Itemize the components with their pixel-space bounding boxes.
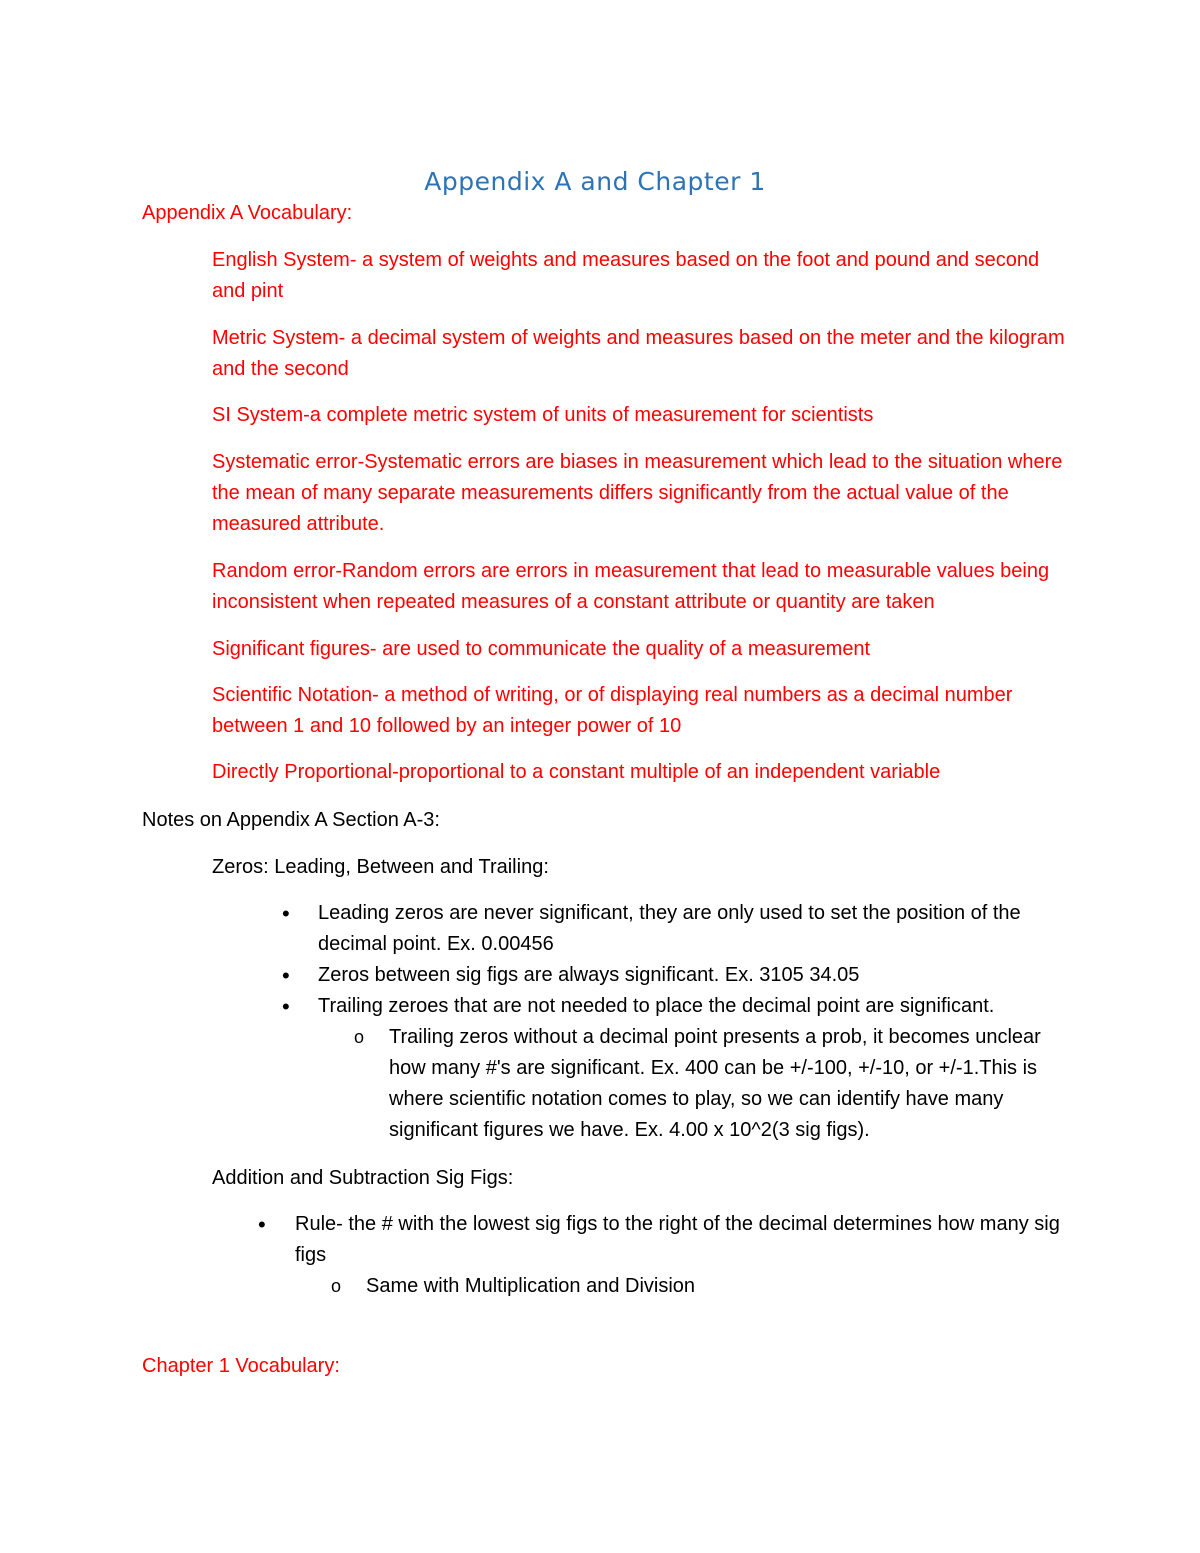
chapter-vocab-heading: Chapter 1 Vocabulary: (142, 1355, 340, 1377)
vocab-entry-metric-system: Metric System- a decimal system of weights and measures based on the meter and the kilogram and the second (212, 327, 1065, 380)
vocab-entry-random-error: Random error-Random errors are errors in measurement that lead to measurable values being inconsistent when repeated measures of a constant attribute or quantity are taken (212, 560, 1050, 613)
appendix-vocab-heading: Appendix A Vocabulary: (142, 202, 353, 224)
zeros-bullet-between: Zeros between sig figs are always significant. Ex. 3105 34.05 (318, 964, 860, 986)
zeros-bullet-trailing: Trailing zeroes that are not needed to place the decimal point are significant. (318, 995, 995, 1017)
vocab-entry-directly-proportional: Directly Proportional-proportional to a constant multiple of an independent variable (212, 761, 941, 783)
sub-bullet-icon: o (354, 1027, 365, 1047)
bullet-icon: • (258, 1212, 266, 1237)
addsub-heading: Addition and Subtraction Sig Figs: (212, 1167, 514, 1189)
sub-bullet-icon: o (331, 1276, 342, 1296)
vocab-entry-systematic-error: Systematic error-Systematic errors are biases in measurement which lead to the situation where the mean of many separate measurements differs significantly from the actual value of the measured attribute. (212, 451, 1063, 535)
addsub-sub-bullet-multiplication: Same with Multiplication and Division (366, 1275, 696, 1297)
addsub-bullet-rule: Rule- the # with the lowest sig figs to the right of the decimal determines how many sig figs (295, 1213, 1060, 1266)
zeros-heading: Zeros: Leading, Between and Trailing: (212, 856, 549, 878)
page-title: Appendix A and Chapter 1 (424, 167, 766, 196)
vocab-entry-si-system: SI System-a complete metric system of units of measurement for scientists (212, 404, 874, 426)
bullet-icon: • (282, 994, 290, 1019)
vocab-entry-english-system: English System- a system of weights and measures based on the foot and pound and second and pint (212, 249, 1040, 302)
vocab-entry-scientific-notation: Scientific Notation- a method of writing, or of displaying real numbers as a decimal number between 1 and 10 followed by an integer power of 10 (212, 684, 1013, 737)
vocab-entry-significant-figures: Significant figures- are used to communicate the quality of a measurement (212, 638, 871, 660)
bullet-icon: • (282, 901, 290, 926)
bullet-icon: • (282, 963, 290, 988)
notes-heading: Notes on Appendix A Section A-3: (142, 809, 440, 831)
zeros-bullet-leading: Leading zeros are never significant, they are only used to set the position of the decimal point. Ex. 0.00456 (318, 902, 1021, 955)
zeros-sub-bullet-trailing-no-decimal: Trailing zeros without a decimal point presents a prob, it becomes unclear how many #'s are significant. Ex. 400 can be +/-100, +/-10, or +/-1.This is where scientific notation comes to play, so we can identify have many significant figures we have. Ex. 4.00 x 10^2(3 sig figs). (389, 1026, 1041, 1141)
